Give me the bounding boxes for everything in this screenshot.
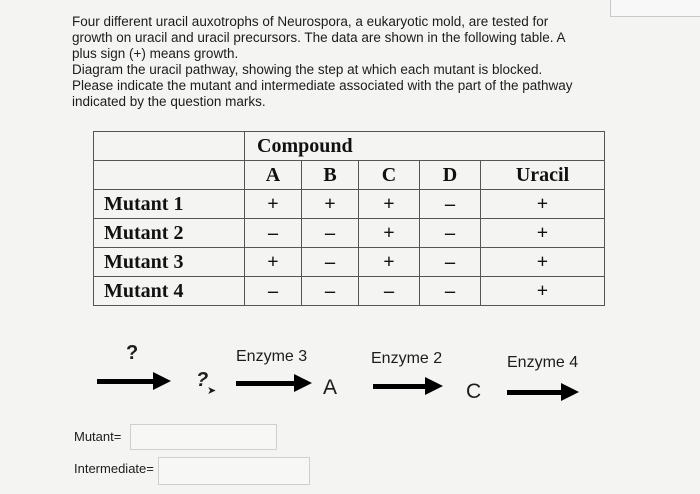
row-label: Mutant 4 bbox=[94, 277, 245, 306]
column-header: D bbox=[420, 161, 481, 190]
intermediate-c: C bbox=[466, 380, 482, 403]
row-label: Mutant 3 bbox=[94, 248, 245, 277]
table-cell: – bbox=[302, 248, 359, 277]
table-cell: + bbox=[359, 248, 420, 277]
growth-table bbox=[93, 131, 605, 306]
table-cell: + bbox=[481, 248, 605, 277]
mutant-label: Mutant= bbox=[74, 429, 122, 444]
question-line: growth on uracil and uracil precursors. The data are shown in the following table. A bbox=[72, 30, 566, 45]
table-cell: – bbox=[420, 277, 481, 306]
question-line: indicated by the question marks. bbox=[72, 94, 266, 109]
table-cell: + bbox=[481, 190, 605, 219]
table-cell: + bbox=[245, 190, 302, 219]
table-cell: – bbox=[245, 219, 302, 248]
table-cell: + bbox=[359, 219, 420, 248]
arrow-shaft bbox=[373, 384, 427, 389]
arrow-head bbox=[294, 374, 312, 392]
table-row bbox=[94, 190, 605, 219]
table-cell: – bbox=[420, 190, 481, 219]
table-row bbox=[94, 277, 605, 306]
arrow-shaft bbox=[97, 379, 155, 384]
table-cell: – bbox=[420, 248, 481, 277]
enzyme-3-label: Enzyme 3 bbox=[236, 348, 308, 365]
arrow-head bbox=[561, 383, 579, 401]
intermediate-a: A bbox=[323, 376, 338, 399]
arrow-head bbox=[153, 372, 171, 390]
question-line: Please indicate the mutant and intermediate associated with the part of the pathway bbox=[72, 78, 573, 93]
table-cell: + bbox=[481, 277, 605, 306]
table-cell: – bbox=[245, 277, 302, 306]
row-label: Mutant 1 bbox=[94, 190, 245, 219]
table-header-row bbox=[94, 132, 605, 161]
table-cell: – bbox=[359, 277, 420, 306]
top-answer-box bbox=[610, 0, 700, 17]
question-mark-1: ? bbox=[126, 342, 139, 364]
table-cell: – bbox=[302, 219, 359, 248]
question-mark-2: ? bbox=[196, 369, 209, 391]
question-text bbox=[72, 14, 622, 110]
column-header: A bbox=[245, 161, 302, 190]
column-header: Uracil bbox=[481, 161, 605, 190]
column-header: C bbox=[359, 161, 420, 190]
enzyme-4-label: Enzyme 4 bbox=[507, 354, 579, 371]
table-cell: – bbox=[302, 277, 359, 306]
compound-header: Compound bbox=[245, 132, 605, 161]
enzyme-2-label: Enzyme 2 bbox=[371, 350, 443, 367]
question-line: Diagram the uracil pathway, showing the step at which each mutant is blocked. bbox=[72, 62, 543, 77]
table-row bbox=[94, 219, 605, 248]
table-row bbox=[94, 248, 605, 277]
intermediate-input[interactable] bbox=[158, 457, 310, 485]
question-line: plus sign (+) means growth. bbox=[72, 46, 239, 61]
row-label: Mutant 2 bbox=[94, 219, 245, 248]
mutant-input[interactable] bbox=[130, 424, 277, 450]
column-header: B bbox=[302, 161, 359, 190]
table-cell: + bbox=[302, 190, 359, 219]
table-corner-cell bbox=[94, 132, 245, 161]
arrow-head bbox=[425, 377, 443, 395]
table-cell: + bbox=[481, 219, 605, 248]
arrow-shaft bbox=[236, 381, 296, 386]
table-cell: + bbox=[245, 248, 302, 277]
cursor-icon: ➤ bbox=[207, 385, 217, 397]
table-cell: – bbox=[420, 219, 481, 248]
question-line: Four different uracil auxotrophs of Neurospora, a eukaryotic mold, are tested for bbox=[72, 14, 549, 29]
arrow-shaft bbox=[507, 390, 563, 395]
table-corner-cell bbox=[94, 161, 245, 190]
intermediate-label: Intermediate= bbox=[74, 461, 154, 476]
table-column-row bbox=[94, 161, 605, 190]
table-cell: + bbox=[359, 190, 420, 219]
